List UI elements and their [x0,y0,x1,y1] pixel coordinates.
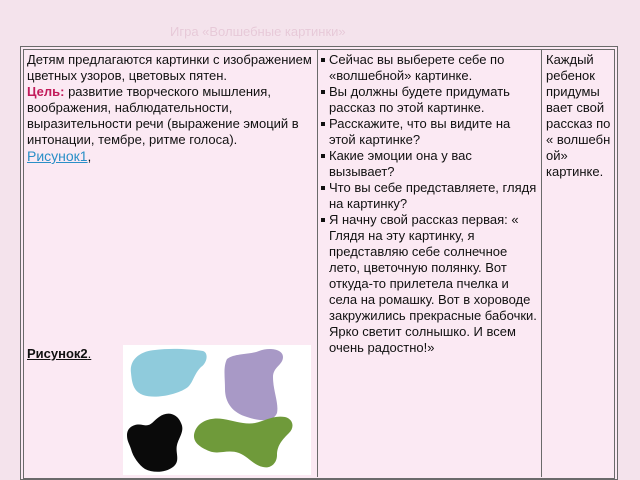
figure2-label: Рисунок2 [27,346,88,361]
column-instructions [320,52,538,356]
figure1-link[interactable]: Рисунок1 [27,148,88,164]
column-description [27,52,317,165]
column-divider-1 [317,49,318,477]
column-divider-2 [541,49,542,477]
slide-top-area [0,0,640,48]
figure2-line [27,346,91,361]
goal-label: Цель: [27,84,65,99]
slide-title: Игра «Волшебные картинки» [170,24,346,39]
figure1-line [27,148,317,165]
figure1-comma: , [87,149,92,164]
intro-text: Детям предлагаются картинки с изображением цветных узоров, цветовых пятен. [27,52,312,83]
black-spot [127,414,182,472]
blue-spot [131,349,207,397]
green-spot [194,417,293,468]
list-item: Какие эмоции она у вас вызывает? [320,148,538,180]
list-item: Я начну свой рассказ первая: « Глядя на эту картинку, я представляю себе солнечное лето, цветочную полянку. Вот откуда-то прилетела пчелка и села на ромашку. Вот в хороводе закружились прекрасные бабочки. Ярко светит солнышко. И всем очень радостно!» [320,212,538,356]
column-result: Каждый ребенок придумы вает свой рассказ по « волшебн ой» картинке. [546,52,611,179]
instruction-list [320,52,538,356]
list-item: Что вы себе представляете, глядя на картинку? [320,180,538,212]
goal-text: развитие творческого мышления, воображения, наблюдательности, выразительности речи (выражение эмоций в интонации, тембре, ритме голоса). [27,84,299,147]
list-item: Расскажите, что вы видите на этой картинке? [320,116,538,148]
figure2-dot: . [87,346,92,361]
purple-spot [225,349,284,420]
color-spots-drawing [123,345,311,475]
list-item: Вы должны будете придумать рассказ по этой картинке. [320,84,538,116]
color-spots-image [123,345,311,475]
goal-paragraph [27,84,317,148]
list-item: Сейчас вы выберете себе по «волшебной» картинке. [320,52,538,84]
